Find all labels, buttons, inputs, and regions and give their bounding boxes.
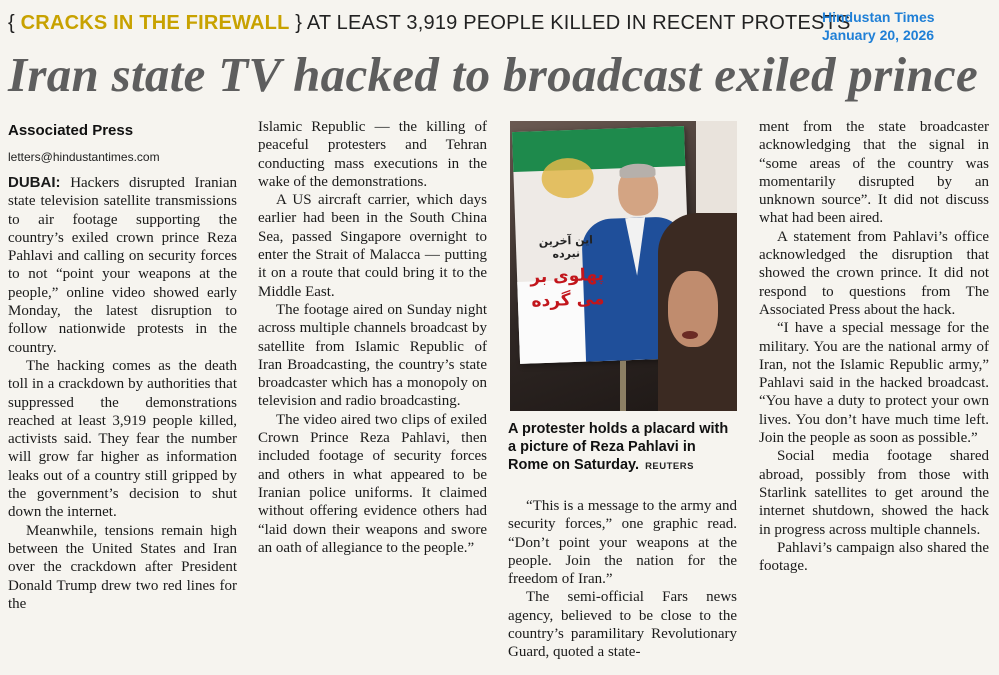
- dateline: DUBAI:: [8, 174, 61, 191]
- kicker: [8, 12, 851, 35]
- placard-pole: [620, 361, 626, 411]
- placard-slogan-line-1: این آخرین نبرده: [538, 233, 594, 261]
- paragraph: ment from the state broadcaster acknowledging that the signal in “some areas of the country was momentarily disrupted by an unknown source”. It did not discuss what had been aired.: [759, 119, 989, 227]
- paragraph: Islamic Republic — the killing of peaceful protesters and Tehran conducting mass executions in the wake of the demonstrations.: [258, 119, 487, 190]
- byline-author: Associated Press: [8, 122, 134, 139]
- caption-text: A protester holds a placard with a picture of Reza Pahlavi in Rome on Saturday.: [508, 421, 729, 473]
- publication-info: [822, 8, 935, 44]
- protester-mouth: [682, 331, 698, 339]
- paragraph: The hacking comes as the death toll in a crackdown by authorities that suppressed the demonstrations reached at least 3,919 people killed, activists said. They fear the number will grow far higher as information leaks out of a country still gripped by the government’s decision to shut down the internet.: [8, 357, 237, 521]
- paragraph: Meanwhile, tensions remain high between the United States and Iran over the crackdown after President Donald Trump drew two red lines for the: [8, 522, 237, 612]
- paragraph: “I have a special message for the military. You are the national army of Iran, not the Islamic Republic army,” Pahlavi said in the hacked broadcast. “You have a duty to protect your own lives. You don’t have much time left. Join the people as soon as possible.”: [759, 320, 989, 447]
- article-column-1: [8, 174, 237, 613]
- article-column-3: [508, 497, 737, 662]
- headline: Iran state TV hacked to broadcast exiled prince: [8, 47, 979, 102]
- photo-caption: [508, 420, 737, 474]
- photo-credit: REUTERS: [645, 461, 694, 472]
- portrait-hair: [619, 163, 655, 178]
- kicker-close-brace: }: [295, 12, 303, 34]
- paragraph-text: Hackers disrupted Iranian state television satellite transmissions to air footage supporting the country’s exiled crown prince Reza Pahlavi and calling on security forces to not “point your weapons at the people,” online video showed early Monday, the latest disruption to follow nationwide protests in the country.: [8, 175, 237, 356]
- article-column-4: [759, 118, 989, 575]
- paragraph: “This is a message to the army and security forces,” one graphic read. “Don’t point your weapons at the people. Join the nation for the freedom of Iran.”: [508, 498, 737, 588]
- placard-slogan-line-3: می گرده: [531, 288, 605, 312]
- article-column-2: [258, 118, 487, 557]
- paragraph: A statement from Pahlavi’s office acknowledged the disruption that showed the crown prince. It did not respond to questions from The Associated Press about the hack.: [759, 228, 989, 318]
- byline-email[interactable]: letters@hindustantimes.com: [8, 150, 160, 164]
- paragraph: The video aired two clips of exiled Crown Prince Reza Pahlavi, then included footage of security forces and others in what appeared to be Iranian police uniforms. It claimed without offering evidence others had “laid down their weapons and swore an oath of allegiance to the people.”: [258, 411, 487, 556]
- paragraph: A US aircraft carrier, which days earlier had been in the South China Sea, passed Singapore overnight to enter the Strait of Malacca — putting it on a route that could bring it to the Middle East.: [258, 192, 487, 300]
- placard-slogan: [526, 233, 609, 314]
- kicker-subhead: AT LEAST 3,919 PEOPLE KILLED IN RECENT PROTESTS: [306, 12, 851, 34]
- kicker-open-brace: {: [8, 12, 15, 34]
- kicker-tag: CRACKS IN THE FIREWALL: [20, 12, 290, 34]
- publication-name: Hindustan Times: [822, 9, 935, 25]
- news-photo: [510, 121, 737, 411]
- paragraph: Pahlavi’s campaign also shared the footage.: [759, 539, 989, 575]
- lion-sun-emblem-icon: [541, 157, 594, 199]
- background-placard: [696, 121, 737, 213]
- placard-slogan-line-2: پهلوی بر: [529, 264, 605, 288]
- publication-date: January 20, 2026: [822, 27, 935, 43]
- flag-green-stripe: [512, 126, 685, 172]
- paragraph: The footage aired on Sunday night across multiple channels broadcast by satellite from Islamic Republic of Iran Broadcasting, the country’s state broadcaster which has a monopoly on television and radio broadcasting.: [258, 301, 487, 410]
- paragraph: [8, 174, 237, 357]
- paragraph: Social media footage shared abroad, possibly from those with Starlink satellites to get around the internet shutdown, showed the hack in progress across multiple channels.: [759, 448, 989, 538]
- paragraph: The semi-official Fars news agency, believed to be close to the country’s paramilitary Revolutionary Guard, quoted a state-: [508, 589, 737, 661]
